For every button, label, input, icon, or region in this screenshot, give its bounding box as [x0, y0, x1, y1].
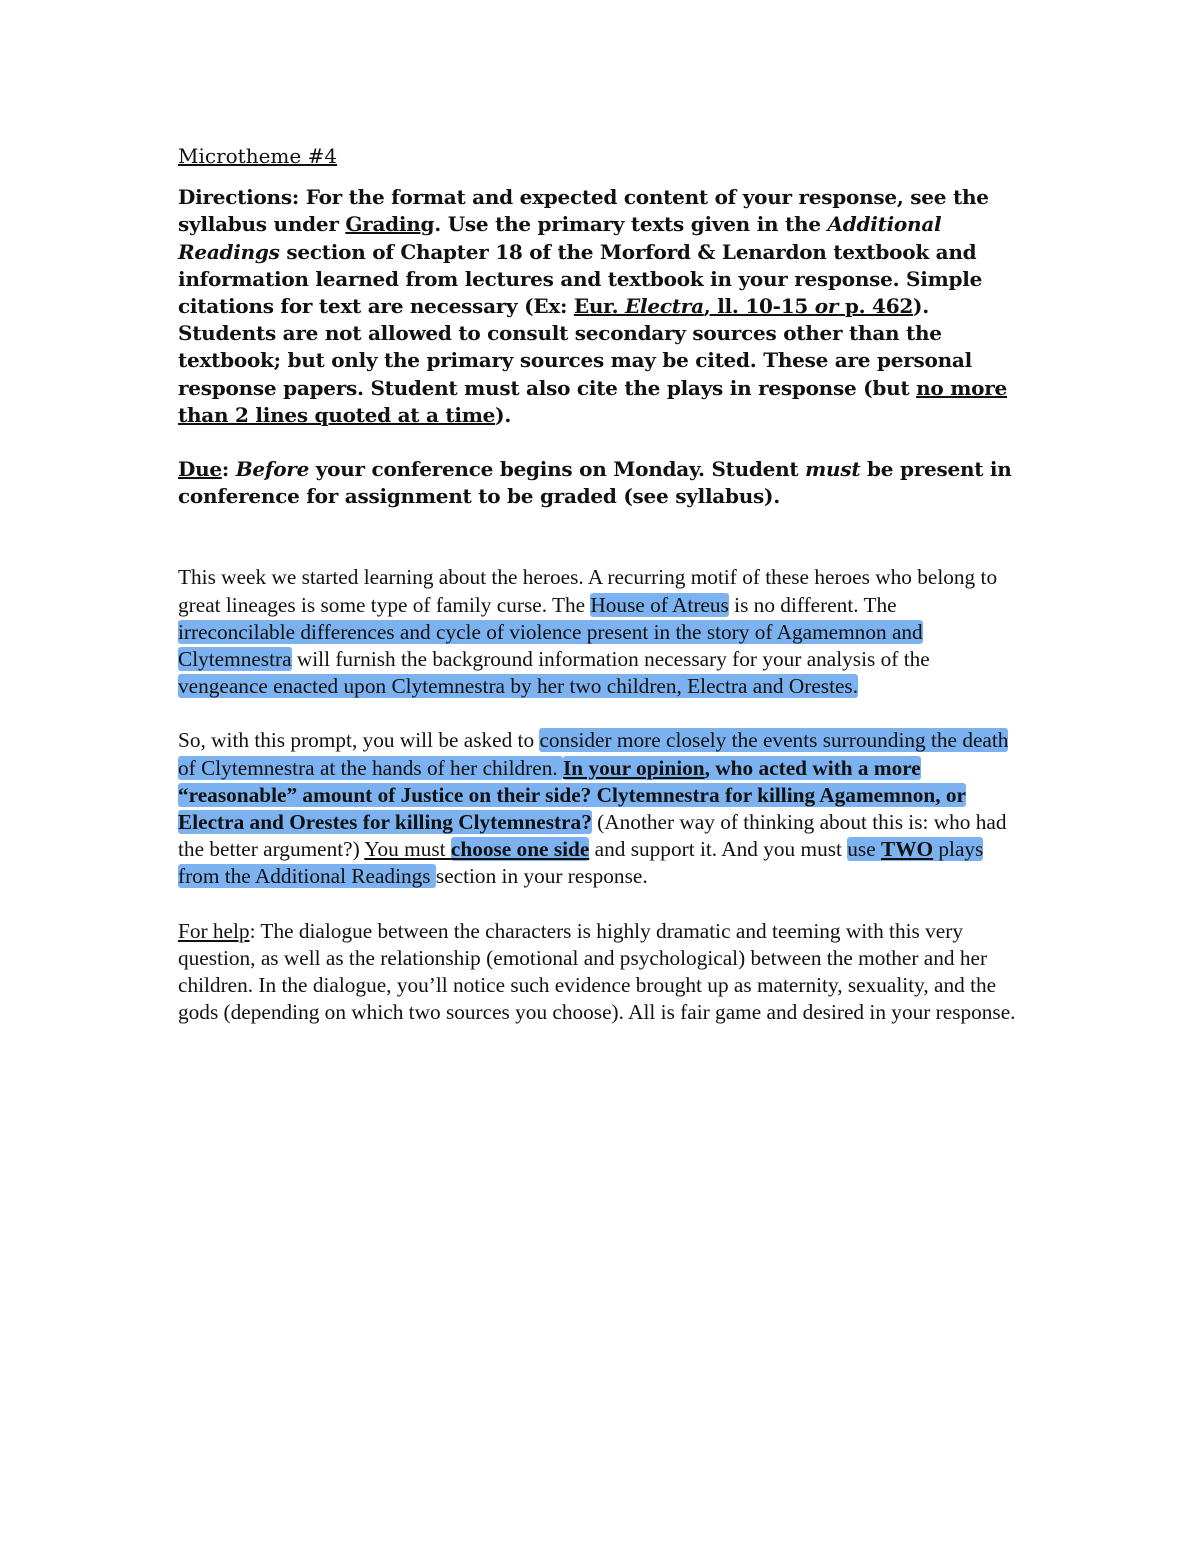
- citation-work: Electra: [625, 294, 704, 319]
- citation-author: Eur.: [573, 294, 626, 319]
- you-must-text: You must: [364, 837, 451, 862]
- highlight-choose-one-side: choose one side: [450, 837, 590, 862]
- intro-text: is no different. The: [728, 592, 897, 617]
- citation-lines: , ll. 10-15: [703, 294, 815, 319]
- citation-example: [574, 294, 913, 318]
- due-text: be present in conference for assignment to be graded (see syllabus).: [178, 457, 1012, 509]
- citation-page: p. 462: [838, 294, 914, 319]
- due-must: must: [805, 457, 861, 482]
- highlight-house-of-atreus: House of Atreus: [590, 592, 729, 617]
- directions-label: Directions:: [178, 185, 299, 210]
- question-text: , who acted with a more “reasonable” amount of Justice on their side? Clytemnestra for killing Agamemnon, or Electra and Orestes for killing Clytemnestra?: [178, 755, 966, 835]
- directions-text: ).: [495, 402, 512, 427]
- prompt-text: (Another way of thinking about this is: who had the better argument?): [178, 810, 1007, 862]
- question-opinion: In your opinion: [563, 755, 705, 780]
- prompt-text: So, with this prompt, you will be asked to: [178, 728, 540, 753]
- directions-text: ). Students are not allowed to consult secondary sources other than the textbook; but only the primary sources may be cited. These are personal response papers. Student must also cite the plays in response (but: [178, 294, 972, 400]
- prompt-paragraph: [178, 727, 1018, 890]
- highlight-consider-events: consider more closely the events surrounding the death of Clytemnestra at the hands of her children.: [178, 728, 1009, 780]
- due-paragraph: [178, 456, 1018, 510]
- grading-link-text: Grading: [345, 212, 435, 237]
- directions-text: For the format and expected content of your response, see the syllabus under: [178, 185, 989, 237]
- due-label: Due: [178, 457, 222, 482]
- document-content: [178, 143, 1018, 1053]
- directions-text: . Use the primary texts given in the: [434, 212, 828, 237]
- spacer: [178, 537, 1018, 564]
- highlight-irreconcilable-differences: irreconcilable differences and cycle of violence present in the story of Agamemnon and Clytemnestra: [178, 619, 923, 672]
- for-help-label: For help: [178, 918, 250, 943]
- plays-text: plays from the Additional Readings: [178, 837, 984, 889]
- quote-limit-text: no more than 2 lines quoted at a time: [178, 375, 1007, 427]
- intro-text: will furnish the background information necessary for your analysis of the: [291, 647, 930, 672]
- due-text: your conference begins on Monday. Student: [309, 457, 806, 482]
- use-text: use: [847, 837, 881, 862]
- two-text: TWO: [880, 837, 934, 862]
- intro-paragraph: [178, 564, 1018, 700]
- due-text: :: [221, 457, 236, 482]
- intro-text: This week we started learning about the heroes. A recurring motif of these heroes who belong to great lineages is some type of family curse. The: [178, 565, 998, 617]
- citation-or: or: [814, 294, 839, 319]
- directions-paragraph: [178, 184, 1018, 429]
- help-text: : The dialogue between the characters is highly dramatic and teeming with this very question, as well as the relationship (emotional and psychological) between the mother and her children. In the dialogue, you’ll notice such evidence brought up as maternity, sexuality, and the gods (depending on which two sources you choose). All is fair game and desired in your response.: [178, 918, 1016, 1025]
- prompt-text: section in your response.: [435, 864, 648, 889]
- prompt-text: and support it. And you must: [589, 837, 848, 862]
- additional-readings-text: Additional Readings: [178, 212, 942, 264]
- due-before: Before: [235, 457, 310, 482]
- highlight-vengeance: vengeance enacted upon Clytemnestra by her two children, Electra and Orestes.: [178, 674, 859, 699]
- directions-text: section of Chapter 18 of the Morford & Lenardon textbook and information learned from lectures and textbook in your response. Simple citations for text are necessary (Ex:: [178, 239, 983, 319]
- help-paragraph: [178, 918, 1018, 1027]
- document-title: Microtheme #4: [178, 144, 338, 168]
